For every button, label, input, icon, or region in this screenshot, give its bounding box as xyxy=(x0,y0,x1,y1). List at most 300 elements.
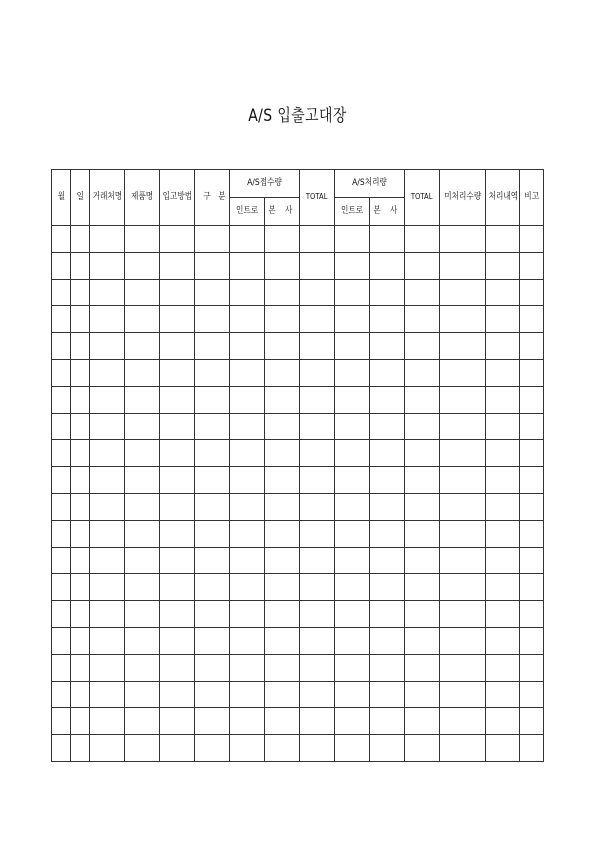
table-cell[interactable] xyxy=(370,333,405,360)
table-cell[interactable] xyxy=(52,547,71,574)
table-cell[interactable] xyxy=(90,654,125,681)
table-cell[interactable] xyxy=(520,735,544,762)
table-cell[interactable] xyxy=(405,359,440,386)
table-cell[interactable] xyxy=(125,252,160,279)
table-cell[interactable] xyxy=(405,333,440,360)
table-cell[interactable] xyxy=(160,252,195,279)
table-cell[interactable] xyxy=(90,440,125,467)
table-cell[interactable] xyxy=(160,413,195,440)
table-cell[interactable] xyxy=(195,574,230,601)
table-cell[interactable] xyxy=(370,520,405,547)
table-cell[interactable] xyxy=(195,735,230,762)
table-cell[interactable] xyxy=(90,601,125,628)
table-cell[interactable] xyxy=(265,735,300,762)
table-cell[interactable] xyxy=(486,306,520,333)
table-cell[interactable] xyxy=(71,681,90,708)
table-cell[interactable] xyxy=(300,547,335,574)
table-cell[interactable] xyxy=(265,440,300,467)
table-cell[interactable] xyxy=(125,333,160,360)
table-cell[interactable] xyxy=(230,413,265,440)
table-cell[interactable] xyxy=(405,413,440,440)
table-cell[interactable] xyxy=(195,386,230,413)
table-cell[interactable] xyxy=(125,493,160,520)
table-cell[interactable] xyxy=(520,226,544,253)
table-cell[interactable] xyxy=(90,735,125,762)
table-cell[interactable] xyxy=(335,440,370,467)
table-cell[interactable] xyxy=(195,467,230,494)
table-cell[interactable] xyxy=(405,467,440,494)
table-cell[interactable] xyxy=(195,226,230,253)
table-cell[interactable] xyxy=(160,654,195,681)
table-cell[interactable] xyxy=(300,413,335,440)
table-cell[interactable] xyxy=(90,627,125,654)
table-cell[interactable] xyxy=(486,333,520,360)
table-cell[interactable] xyxy=(520,306,544,333)
table-cell[interactable] xyxy=(520,440,544,467)
table-cell[interactable] xyxy=(90,574,125,601)
table-cell[interactable] xyxy=(71,735,90,762)
table-cell[interactable] xyxy=(265,493,300,520)
table-cell[interactable] xyxy=(125,440,160,467)
table-cell[interactable] xyxy=(300,520,335,547)
table-cell[interactable] xyxy=(405,226,440,253)
table-cell[interactable] xyxy=(520,359,544,386)
table-cell[interactable] xyxy=(265,359,300,386)
table-cell[interactable] xyxy=(71,601,90,628)
table-cell[interactable] xyxy=(300,386,335,413)
table-cell[interactable] xyxy=(265,681,300,708)
table-cell[interactable] xyxy=(265,601,300,628)
table-cell[interactable] xyxy=(335,735,370,762)
table-cell[interactable] xyxy=(300,681,335,708)
table-cell[interactable] xyxy=(370,493,405,520)
table-cell[interactable] xyxy=(405,574,440,601)
table-cell[interactable] xyxy=(520,252,544,279)
table-cell[interactable] xyxy=(370,574,405,601)
table-cell[interactable] xyxy=(440,333,486,360)
table-cell[interactable] xyxy=(90,333,125,360)
table-cell[interactable] xyxy=(195,413,230,440)
table-cell[interactable] xyxy=(370,735,405,762)
table-cell[interactable] xyxy=(300,467,335,494)
table-cell[interactable] xyxy=(160,547,195,574)
table-cell[interactable] xyxy=(230,279,265,306)
table-cell[interactable] xyxy=(370,601,405,628)
table-cell[interactable] xyxy=(520,627,544,654)
table-cell[interactable] xyxy=(71,520,90,547)
table-cell[interactable] xyxy=(300,279,335,306)
table-cell[interactable] xyxy=(265,279,300,306)
table-cell[interactable] xyxy=(52,627,71,654)
table-cell[interactable] xyxy=(230,333,265,360)
table-cell[interactable] xyxy=(195,708,230,735)
table-cell[interactable] xyxy=(370,708,405,735)
table-cell[interactable] xyxy=(195,252,230,279)
table-cell[interactable] xyxy=(370,627,405,654)
table-cell[interactable] xyxy=(370,359,405,386)
table-cell[interactable] xyxy=(370,306,405,333)
table-cell[interactable] xyxy=(370,252,405,279)
table-cell[interactable] xyxy=(52,681,71,708)
table-cell[interactable] xyxy=(90,386,125,413)
table-cell[interactable] xyxy=(71,226,90,253)
table-cell[interactable] xyxy=(300,359,335,386)
table-cell[interactable] xyxy=(90,708,125,735)
table-cell[interactable] xyxy=(230,386,265,413)
table-cell[interactable] xyxy=(52,601,71,628)
table-cell[interactable] xyxy=(125,654,160,681)
table-cell[interactable] xyxy=(160,708,195,735)
table-cell[interactable] xyxy=(160,386,195,413)
table-cell[interactable] xyxy=(265,547,300,574)
table-cell[interactable] xyxy=(405,708,440,735)
table-cell[interactable] xyxy=(52,386,71,413)
table-cell[interactable] xyxy=(71,547,90,574)
table-cell[interactable] xyxy=(71,627,90,654)
table-cell[interactable] xyxy=(71,440,90,467)
table-cell[interactable] xyxy=(486,547,520,574)
table-cell[interactable] xyxy=(520,654,544,681)
table-cell[interactable] xyxy=(486,279,520,306)
table-cell[interactable] xyxy=(52,333,71,360)
table-cell[interactable] xyxy=(335,627,370,654)
table-cell[interactable] xyxy=(300,252,335,279)
table-cell[interactable] xyxy=(195,520,230,547)
table-cell[interactable] xyxy=(160,333,195,360)
table-cell[interactable] xyxy=(486,413,520,440)
table-cell[interactable] xyxy=(71,333,90,360)
table-cell[interactable] xyxy=(405,654,440,681)
table-cell[interactable] xyxy=(486,493,520,520)
table-cell[interactable] xyxy=(125,735,160,762)
table-cell[interactable] xyxy=(370,654,405,681)
table-cell[interactable] xyxy=(405,547,440,574)
table-cell[interactable] xyxy=(486,735,520,762)
table-cell[interactable] xyxy=(440,440,486,467)
table-cell[interactable] xyxy=(90,467,125,494)
table-cell[interactable] xyxy=(335,386,370,413)
table-cell[interactable] xyxy=(370,681,405,708)
table-cell[interactable] xyxy=(160,467,195,494)
table-cell[interactable] xyxy=(52,279,71,306)
table-cell[interactable] xyxy=(486,654,520,681)
table-cell[interactable] xyxy=(195,359,230,386)
table-cell[interactable] xyxy=(195,493,230,520)
table-cell[interactable] xyxy=(486,601,520,628)
table-cell[interactable] xyxy=(335,252,370,279)
table-cell[interactable] xyxy=(195,306,230,333)
table-cell[interactable] xyxy=(335,306,370,333)
table-cell[interactable] xyxy=(52,574,71,601)
table-cell[interactable] xyxy=(440,226,486,253)
table-cell[interactable] xyxy=(520,279,544,306)
table-cell[interactable] xyxy=(125,413,160,440)
table-cell[interactable] xyxy=(440,601,486,628)
table-cell[interactable] xyxy=(440,547,486,574)
table-cell[interactable] xyxy=(440,654,486,681)
table-cell[interactable] xyxy=(160,735,195,762)
table-cell[interactable] xyxy=(486,520,520,547)
table-cell[interactable] xyxy=(440,708,486,735)
table-cell[interactable] xyxy=(486,359,520,386)
table-cell[interactable] xyxy=(440,359,486,386)
table-cell[interactable] xyxy=(520,681,544,708)
table-cell[interactable] xyxy=(405,627,440,654)
table-cell[interactable] xyxy=(230,654,265,681)
table-cell[interactable] xyxy=(71,493,90,520)
table-cell[interactable] xyxy=(440,735,486,762)
table-cell[interactable] xyxy=(405,386,440,413)
table-cell[interactable] xyxy=(335,226,370,253)
table-cell[interactable] xyxy=(230,601,265,628)
table-cell[interactable] xyxy=(71,413,90,440)
table-cell[interactable] xyxy=(195,333,230,360)
table-cell[interactable] xyxy=(486,226,520,253)
table-cell[interactable] xyxy=(486,252,520,279)
table-cell[interactable] xyxy=(52,226,71,253)
table-cell[interactable] xyxy=(230,681,265,708)
table-cell[interactable] xyxy=(71,708,90,735)
table-cell[interactable] xyxy=(265,654,300,681)
table-cell[interactable] xyxy=(71,279,90,306)
table-cell[interactable] xyxy=(230,708,265,735)
table-cell[interactable] xyxy=(520,520,544,547)
table-cell[interactable] xyxy=(71,359,90,386)
table-cell[interactable] xyxy=(370,547,405,574)
table-cell[interactable] xyxy=(52,493,71,520)
table-cell[interactable] xyxy=(405,493,440,520)
table-cell[interactable] xyxy=(52,306,71,333)
table-cell[interactable] xyxy=(125,574,160,601)
table-cell[interactable] xyxy=(125,627,160,654)
table-cell[interactable] xyxy=(90,252,125,279)
table-cell[interactable] xyxy=(440,574,486,601)
table-cell[interactable] xyxy=(265,252,300,279)
table-cell[interactable] xyxy=(405,520,440,547)
table-cell[interactable] xyxy=(125,386,160,413)
table-cell[interactable] xyxy=(52,735,71,762)
table-cell[interactable] xyxy=(370,226,405,253)
table-cell[interactable] xyxy=(440,306,486,333)
table-cell[interactable] xyxy=(125,681,160,708)
table-cell[interactable] xyxy=(405,306,440,333)
table-cell[interactable] xyxy=(265,386,300,413)
table-cell[interactable] xyxy=(300,226,335,253)
table-cell[interactable] xyxy=(335,708,370,735)
table-cell[interactable] xyxy=(335,333,370,360)
table-cell[interactable] xyxy=(335,279,370,306)
table-cell[interactable] xyxy=(265,306,300,333)
table-cell[interactable] xyxy=(125,279,160,306)
table-cell[interactable] xyxy=(52,467,71,494)
table-cell[interactable] xyxy=(520,467,544,494)
table-cell[interactable] xyxy=(52,359,71,386)
table-cell[interactable] xyxy=(90,413,125,440)
table-cell[interactable] xyxy=(300,601,335,628)
table-cell[interactable] xyxy=(486,467,520,494)
table-cell[interactable] xyxy=(52,708,71,735)
table-cell[interactable] xyxy=(370,440,405,467)
table-cell[interactable] xyxy=(230,359,265,386)
table-cell[interactable] xyxy=(230,547,265,574)
table-cell[interactable] xyxy=(440,413,486,440)
table-cell[interactable] xyxy=(230,735,265,762)
table-cell[interactable] xyxy=(300,654,335,681)
table-cell[interactable] xyxy=(335,520,370,547)
table-cell[interactable] xyxy=(71,306,90,333)
table-cell[interactable] xyxy=(520,574,544,601)
table-cell[interactable] xyxy=(230,252,265,279)
table-cell[interactable] xyxy=(440,493,486,520)
table-cell[interactable] xyxy=(230,627,265,654)
table-cell[interactable] xyxy=(90,226,125,253)
table-cell[interactable] xyxy=(440,627,486,654)
table-cell[interactable] xyxy=(71,654,90,681)
table-cell[interactable] xyxy=(300,493,335,520)
table-cell[interactable] xyxy=(440,252,486,279)
table-cell[interactable] xyxy=(230,226,265,253)
table-cell[interactable] xyxy=(440,386,486,413)
table-cell[interactable] xyxy=(230,306,265,333)
table-cell[interactable] xyxy=(160,226,195,253)
table-cell[interactable] xyxy=(52,440,71,467)
table-cell[interactable] xyxy=(370,386,405,413)
table-cell[interactable] xyxy=(265,708,300,735)
table-cell[interactable] xyxy=(520,413,544,440)
table-cell[interactable] xyxy=(230,520,265,547)
table-cell[interactable] xyxy=(125,708,160,735)
table-cell[interactable] xyxy=(265,520,300,547)
table-cell[interactable] xyxy=(160,627,195,654)
table-cell[interactable] xyxy=(405,735,440,762)
table-cell[interactable] xyxy=(370,279,405,306)
table-cell[interactable] xyxy=(71,252,90,279)
table-cell[interactable] xyxy=(300,627,335,654)
table-cell[interactable] xyxy=(160,440,195,467)
table-cell[interactable] xyxy=(90,520,125,547)
table-cell[interactable] xyxy=(335,467,370,494)
table-cell[interactable] xyxy=(90,493,125,520)
table-cell[interactable] xyxy=(300,440,335,467)
table-cell[interactable] xyxy=(300,735,335,762)
table-cell[interactable] xyxy=(160,574,195,601)
table-cell[interactable] xyxy=(486,627,520,654)
table-cell[interactable] xyxy=(195,654,230,681)
table-cell[interactable] xyxy=(405,252,440,279)
table-cell[interactable] xyxy=(440,279,486,306)
table-cell[interactable] xyxy=(160,520,195,547)
table-cell[interactable] xyxy=(486,386,520,413)
table-cell[interactable] xyxy=(230,493,265,520)
table-cell[interactable] xyxy=(300,574,335,601)
table-cell[interactable] xyxy=(335,601,370,628)
table-cell[interactable] xyxy=(520,547,544,574)
table-cell[interactable] xyxy=(195,547,230,574)
table-cell[interactable] xyxy=(440,520,486,547)
table-cell[interactable] xyxy=(230,467,265,494)
table-cell[interactable] xyxy=(405,601,440,628)
table-cell[interactable] xyxy=(160,601,195,628)
table-cell[interactable] xyxy=(405,279,440,306)
table-cell[interactable] xyxy=(160,359,195,386)
table-cell[interactable] xyxy=(265,413,300,440)
table-cell[interactable] xyxy=(335,493,370,520)
table-cell[interactable] xyxy=(71,574,90,601)
table-cell[interactable] xyxy=(160,681,195,708)
table-cell[interactable] xyxy=(440,681,486,708)
table-cell[interactable] xyxy=(335,654,370,681)
table-cell[interactable] xyxy=(300,306,335,333)
table-cell[interactable] xyxy=(125,467,160,494)
table-cell[interactable] xyxy=(195,681,230,708)
table-cell[interactable] xyxy=(520,333,544,360)
table-cell[interactable] xyxy=(71,467,90,494)
table-cell[interactable] xyxy=(335,413,370,440)
table-cell[interactable] xyxy=(265,226,300,253)
table-cell[interactable] xyxy=(405,440,440,467)
table-cell[interactable] xyxy=(125,226,160,253)
table-cell[interactable] xyxy=(52,654,71,681)
table-cell[interactable] xyxy=(160,493,195,520)
table-cell[interactable] xyxy=(90,681,125,708)
table-cell[interactable] xyxy=(440,467,486,494)
table-cell[interactable] xyxy=(335,681,370,708)
table-cell[interactable] xyxy=(90,547,125,574)
table-cell[interactable] xyxy=(520,601,544,628)
table-cell[interactable] xyxy=(265,574,300,601)
table-cell[interactable] xyxy=(370,413,405,440)
table-cell[interactable] xyxy=(405,681,440,708)
table-cell[interactable] xyxy=(195,440,230,467)
table-cell[interactable] xyxy=(265,333,300,360)
table-cell[interactable] xyxy=(125,601,160,628)
table-cell[interactable] xyxy=(195,627,230,654)
table-cell[interactable] xyxy=(486,574,520,601)
table-cell[interactable] xyxy=(520,386,544,413)
table-cell[interactable] xyxy=(230,574,265,601)
table-cell[interactable] xyxy=(52,252,71,279)
table-cell[interactable] xyxy=(486,708,520,735)
table-cell[interactable] xyxy=(125,547,160,574)
table-cell[interactable] xyxy=(300,708,335,735)
table-cell[interactable] xyxy=(195,279,230,306)
table-cell[interactable] xyxy=(90,306,125,333)
table-cell[interactable] xyxy=(160,279,195,306)
table-cell[interactable] xyxy=(335,359,370,386)
table-cell[interactable] xyxy=(265,467,300,494)
table-cell[interactable] xyxy=(370,467,405,494)
table-cell[interactable] xyxy=(160,306,195,333)
table-cell[interactable] xyxy=(486,440,520,467)
table-cell[interactable] xyxy=(90,359,125,386)
table-cell[interactable] xyxy=(90,279,125,306)
table-cell[interactable] xyxy=(486,681,520,708)
table-cell[interactable] xyxy=(125,306,160,333)
table-cell[interactable] xyxy=(71,386,90,413)
table-cell[interactable] xyxy=(335,574,370,601)
table-cell[interactable] xyxy=(300,333,335,360)
table-cell[interactable] xyxy=(52,413,71,440)
table-cell[interactable] xyxy=(195,601,230,628)
table-cell[interactable] xyxy=(335,547,370,574)
table-cell[interactable] xyxy=(52,520,71,547)
table-cell[interactable] xyxy=(520,708,544,735)
table-cell[interactable] xyxy=(125,359,160,386)
table-cell[interactable] xyxy=(265,627,300,654)
table-cell[interactable] xyxy=(230,440,265,467)
table-cell[interactable] xyxy=(520,493,544,520)
table-cell[interactable] xyxy=(125,520,160,547)
